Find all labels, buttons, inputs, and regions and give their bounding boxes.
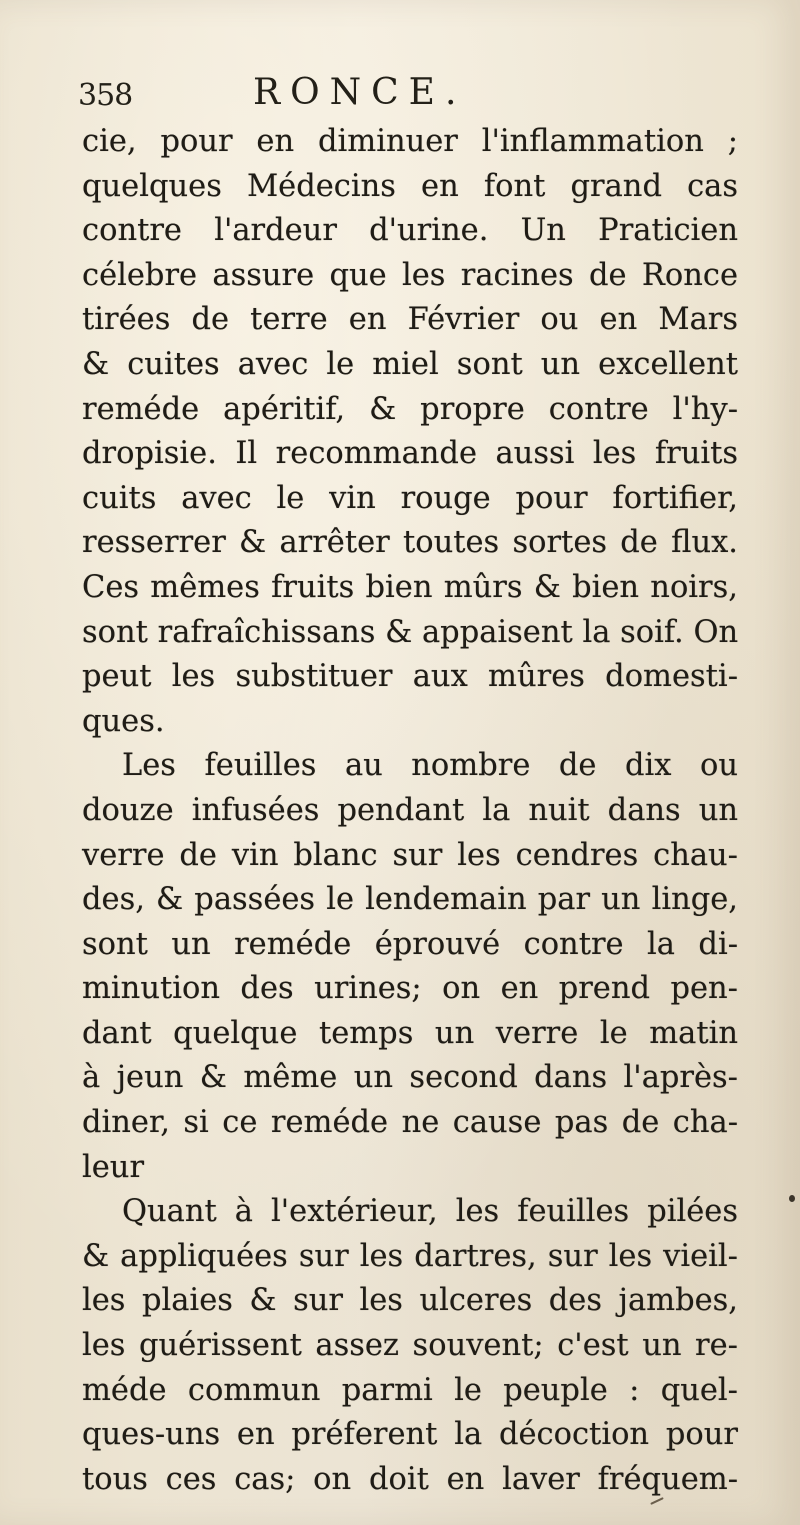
text-line: leur: [82, 1149, 145, 1185]
text-line: célebre assure que les racines de Ronce: [82, 257, 738, 293]
body-text: [82, 120, 738, 1502]
paragraph-start-line: Les feuilles au nombre de dix ou: [122, 748, 738, 784]
text-line: sont un reméde éprouvé contre la di-: [82, 926, 738, 962]
text-line: peut les substituer aux mûres domesti-: [82, 659, 738, 695]
text-line: tous ces cas; on doit en laver fréquem-: [82, 1461, 738, 1497]
text-line: Ces mêmes fruits bien mûrs & bien noirs,: [82, 569, 738, 605]
running-title: RONCE.: [253, 72, 467, 113]
paper-speck: [789, 1195, 795, 1202]
text-line: contre l'ardeur d'urine. Un Praticien: [82, 213, 738, 249]
text-line: sont rafraîchissans & appaisent la soif. On: [82, 614, 739, 650]
paragraph-start-line: Quant à l'extérieur, les feuilles pilées: [122, 1194, 738, 1230]
text-line: douze infusées pendant la nuit dans un: [82, 792, 738, 828]
text-line: diner, si ce reméde ne cause pas de cha-: [82, 1105, 738, 1141]
text-line: des, & passées le lendemain par un linge,: [82, 882, 738, 918]
text-line: méde commun parmi le peuple : quel-: [82, 1372, 738, 1408]
text-line: & cuites avec le miel sont un excellent: [82, 346, 738, 382]
text-line: ques-uns en préferent la décoction pour: [82, 1417, 738, 1453]
text-line: cie, pour en diminuer l'inflammation ;: [82, 124, 738, 159]
text-line: minution des urines; on en prend pen-: [82, 971, 738, 1007]
text-line: les plaies & sur les ulceres des jambes,: [82, 1283, 738, 1319]
text-line: cuits avec le vin rouge pour fortifier,: [82, 480, 738, 516]
text-line: resserrer & arrêter toutes sortes de flux.: [82, 525, 738, 561]
page-number: 358: [78, 78, 133, 113]
text-line: à jeun & même un second dans l'après-: [82, 1060, 738, 1096]
text-line: tirées de terre en Février ou en Mars: [82, 302, 738, 338]
text-line: & appliquées sur les dartres, sur les vieil-: [82, 1238, 738, 1274]
text-line: verre de vin blanc sur les cendres chau-: [82, 837, 738, 873]
text-line: les guérissent assez souvent; c'est un re-: [82, 1328, 738, 1364]
text-line: reméde apéritif, & propre contre l'hy-: [82, 391, 738, 427]
page-header: [78, 72, 738, 112]
text-line: quelques Médecins en font grand cas: [82, 168, 738, 204]
text-line: ques.: [82, 703, 165, 739]
text-line: dropisie. Il recommande aussi les fruits: [82, 436, 738, 472]
text-line: dant quelque temps un verre le matin: [82, 1015, 738, 1051]
